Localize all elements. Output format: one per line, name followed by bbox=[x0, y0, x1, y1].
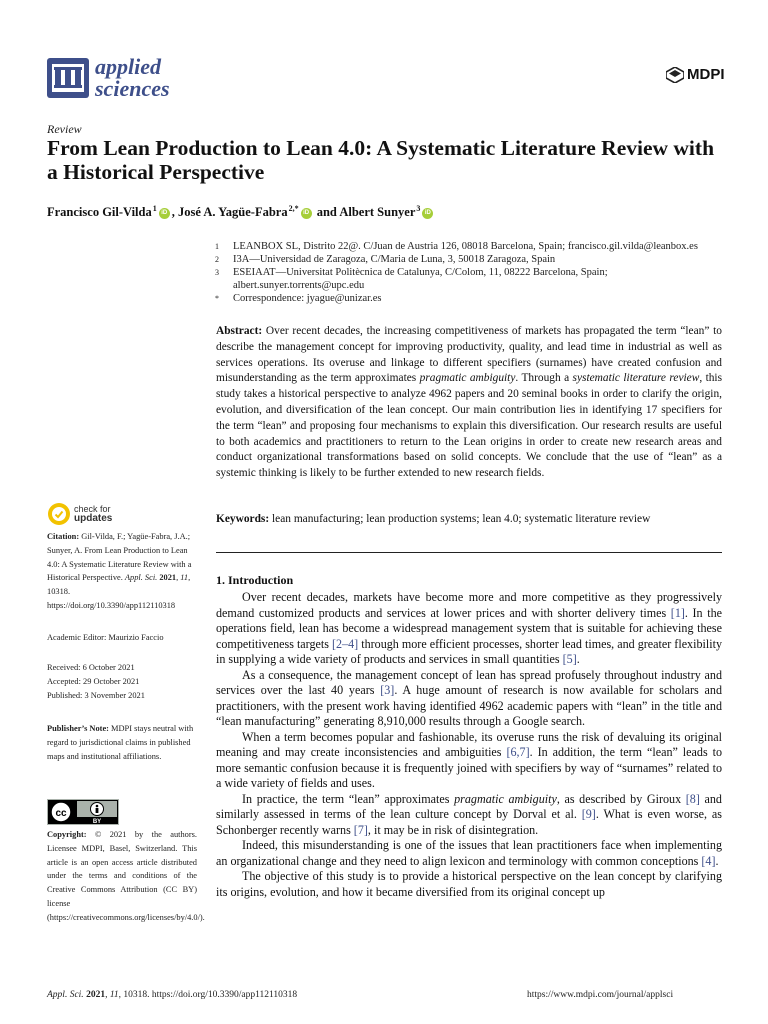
citation-sep: , bbox=[176, 573, 181, 583]
svg-text:cc: cc bbox=[55, 808, 67, 819]
orcid-icon[interactable]: iD bbox=[422, 208, 433, 219]
academic-editor: Academic Editor: Maurizio Faccio bbox=[47, 633, 164, 642]
text-run: In practice, the term “lean” approximates bbox=[242, 791, 455, 806]
abstract-text: . Through a bbox=[515, 372, 573, 385]
divider bbox=[216, 552, 722, 553]
copyright-notice bbox=[47, 828, 205, 925]
text-run: . bbox=[576, 652, 580, 666]
abstract-label: Abstract: bbox=[216, 325, 263, 337]
citation-link[interactable]: [5] bbox=[562, 652, 577, 666]
footer-year: 2021 bbox=[83, 990, 106, 1000]
orcid-icon[interactable]: iD bbox=[301, 208, 312, 219]
citation-link[interactable]: [9] bbox=[581, 807, 596, 821]
text-run: When a term becomes popular and fashionable, its overuse runs the risk of devaluing its original meaning and may create inconsistencies and ambiguities bbox=[216, 729, 722, 759]
author-name[interactable]: José A. Yagüe-Fabra bbox=[178, 205, 288, 220]
citation-link[interactable]: [3] bbox=[380, 683, 395, 697]
author-name[interactable]: Francisco Gil-Vilda bbox=[47, 205, 152, 220]
publication-dates bbox=[47, 661, 197, 702]
text-run: Indeed, this misunderstanding is one of the issues that lean practitioners face when implementing an organizational change and they need to align lexicon and terminology with common conceptions bbox=[216, 838, 722, 868]
text-run: Over recent decades, markets have become more and more competitive as they progressively demand customized products and services at lower prices and with shorter delivery times bbox=[216, 590, 722, 620]
citation-link[interactable]: [2–4] bbox=[331, 636, 359, 651]
footer-sep: , bbox=[105, 990, 110, 1000]
affiliations bbox=[215, 240, 735, 305]
paragraph bbox=[216, 792, 722, 839]
body-text bbox=[216, 590, 722, 900]
citation-label: Citation: bbox=[47, 532, 80, 541]
article-type: Review bbox=[47, 122, 82, 136]
text-run: , as described by Giroux bbox=[556, 791, 686, 806]
journal-name-line1: applied bbox=[95, 54, 161, 79]
check-updates-label bbox=[74, 505, 112, 523]
publisher-note-text: MDPI stays neutral with regard to jurisdictional claims in published maps and institutional affiliations. bbox=[47, 724, 194, 761]
citation-text: Gil-Vilda, F.; Yagüe-Fabra, J.A.; Sunyer, A. From Lean Production to Lean 4.0: A Systematic Literature Review with a Historical Perspective. bbox=[47, 532, 192, 583]
abstract bbox=[216, 324, 722, 482]
affiliation-row bbox=[215, 266, 735, 292]
orcid-icon[interactable]: iD bbox=[159, 208, 170, 219]
abstract-text: Over recent decades, the increasing competitiveness of markets has propagated the term “lean” to describe the management concept for improving productivity, quality, and lead time in industrial as well as services operations. Its overuse and linkage to different specifiers (surnames) have created confusion and misunderstanding as the term approximates bbox=[216, 325, 722, 385]
footer-journal: Appl. Sci. bbox=[47, 990, 84, 1000]
citation-journal: Appl. Sci. bbox=[124, 573, 158, 583]
author-name[interactable]: Albert Sunyer bbox=[339, 205, 416, 220]
check-updates-line1: check for bbox=[74, 504, 111, 514]
citation-link[interactable]: [7] bbox=[353, 822, 368, 837]
copyright-text: © 2021 by the authors. Licensee MDPI, Basel, Switzerland. This article is an open access article distributed under the terms and conditions of the Creative Commons Attribution (CC BY) license (https://creativecommons.org/licenses/by/4.0/). bbox=[47, 830, 205, 922]
footer-doi[interactable]: , 10318. https://doi.org/10.3390/app112110318 bbox=[118, 990, 298, 1000]
check-updates-line2: updates bbox=[74, 513, 113, 524]
author-affiliation-mark: 1 bbox=[152, 204, 157, 213]
citation-block bbox=[47, 530, 197, 613]
affiliation-row bbox=[215, 253, 735, 266]
citation-doi[interactable]: , 10318. https://doi.org/10.3390/app112110318 bbox=[47, 573, 191, 610]
citation-year: 2021 bbox=[157, 573, 177, 583]
abstract-text: , this study takes a historical perspective to analyze 4962 papers and 20 seminal books in order to clarify the origin, evolution, and diversification of the lean concept. Our main contribution lies in identifying 17 specifiers for the term “lean” and proposing four mechanisms to explain this diversification. Our research results are useful to both academics and practitioners to return to the Lean origins in order to create new research areas and conduct organizational transformations based on solid concepts. We conclude that the use of “lean” as a systemic thinking is likely to be further extended to new research fields. bbox=[216, 372, 723, 480]
footer-volume: 11 bbox=[109, 990, 119, 1000]
journal-name-line2: sciences bbox=[95, 76, 170, 101]
text-run: , it may be in risk of disintegration. bbox=[367, 822, 539, 837]
copyright-label: Copyright: bbox=[47, 830, 87, 839]
author-list: Francisco Gil-Vilda$^1$ iD , José A. Yagüe-Fabra$^{2,*}$ iD and Albert Sunyer$^3$ iD bbox=[47, 204, 435, 220]
publisher-note bbox=[47, 722, 197, 763]
text-run: . A huge amount of research is now available for scholars and practitioners, with the present work having identified 4962 academic papers with “lean” in the title and “lean manufacturing” generating 8,910,000 results through a Google search. bbox=[216, 683, 722, 728]
text-run: through more efficient processes, shorter lead times, and greater flexibility in supplying a wide variety of products and services in small quantities bbox=[216, 636, 722, 666]
journal-logo-icon bbox=[47, 58, 89, 98]
paragraph bbox=[216, 668, 722, 730]
paragraph bbox=[216, 730, 722, 792]
author-affiliation-mark: 3 bbox=[416, 204, 421, 213]
published-date: Published: 3 November 2021 bbox=[47, 690, 145, 700]
text-run: and similarly assessed in terms of the lean culture concept by Dorval et al. bbox=[216, 791, 722, 821]
publisher-logo[interactable] bbox=[666, 66, 725, 83]
keywords bbox=[216, 513, 722, 525]
publisher-name: MDPI bbox=[687, 66, 725, 83]
article-title: From Lean Production to Lean 4.0: A Systematic Literature Review with a Historical Perspective bbox=[47, 136, 715, 184]
text-run: As a consequence, the management concept of lean has spread profusely throughout industry and services over the last 40 years bbox=[216, 667, 722, 697]
check-updates-icon bbox=[47, 502, 71, 526]
abstract-emphasis: pragmatic ambiguity bbox=[419, 372, 516, 385]
cc-badge-label: BY bbox=[92, 819, 102, 825]
affiliation-mark: * bbox=[215, 294, 219, 303]
paragraph bbox=[216, 590, 722, 668]
accepted-date: Accepted: 29 October 2021 bbox=[47, 676, 140, 686]
author-affiliation-mark: 2,* bbox=[288, 204, 299, 213]
affiliation-text: ESEIAAT—Universitat Politècnica de Catalunya, C/Colom, 11, 08222 Barcelona, Spain; albert.sunyer.torrents@upc.edu bbox=[233, 267, 608, 291]
correspondence-text: Correspondence: jyague@unizar.es bbox=[233, 293, 382, 304]
citation-link[interactable]: [4] bbox=[701, 853, 716, 868]
citation-link[interactable]: [8] bbox=[685, 791, 700, 806]
footer-journal-url[interactable]: https://www.mdpi.com/journal/applsci bbox=[527, 990, 674, 1000]
affiliation-text: LEANBOX SL, Distrito 22@. C/Juan de Austria 126, 08018 Barcelona, Spain; francisco.gil.vilda@leanbox.es bbox=[233, 241, 698, 252]
journal-name bbox=[95, 56, 170, 100]
keywords-label: Keywords: bbox=[216, 513, 270, 525]
section-heading: 1. Introduction bbox=[216, 573, 294, 587]
mdpi-logo-icon bbox=[666, 67, 684, 83]
text-run: . What is even worse, as Schonberger recently warns bbox=[216, 807, 722, 837]
check-for-updates-button[interactable] bbox=[47, 502, 112, 526]
affiliation-mark: 2 bbox=[215, 255, 219, 264]
citation-link[interactable]: [6,7] bbox=[506, 745, 530, 759]
text-run: . bbox=[715, 853, 719, 868]
affiliation-row bbox=[215, 240, 735, 253]
affiliation-mark: 3 bbox=[215, 268, 219, 277]
paragraph: The objective of this study is to provide a historical perspective on the lean concept by clarifying its origins, evolution, and how it became diversified from its original concept up bbox=[216, 869, 722, 899]
paragraph bbox=[216, 838, 722, 869]
affiliation-text: I3A—Universidad de Zaragoza, C/Maria de Luna, 3, 50018 Zaragoza, Spain bbox=[233, 254, 556, 265]
text-run: . In the operations field, lean has become a widespread management system that is suitable for achieving these competitiveness targets bbox=[216, 605, 722, 651]
journal-logo[interactable] bbox=[47, 56, 170, 100]
citation-volume: 11 bbox=[180, 573, 189, 583]
keywords-text: lean manufacturing; lean production systems; lean 4.0; systematic literature review bbox=[269, 513, 651, 525]
abstract-emphasis: systematic literature review bbox=[572, 372, 700, 385]
citation-link[interactable]: [1] bbox=[670, 605, 685, 620]
cc-by-license-badge[interactable] bbox=[47, 799, 119, 825]
text-emphasis: pragmatic ambiguity bbox=[454, 791, 557, 806]
footer-citation bbox=[47, 990, 297, 1000]
text-run: . In addition, the term “lean” leads to more semantic confusion because it is frequently joined with specifiers by way of “surnames” related to a wide variety of fields and uses. bbox=[216, 745, 722, 790]
affiliation-row bbox=[215, 292, 735, 305]
publisher-note-label: Publisher’s Note: bbox=[47, 724, 109, 733]
affiliation-mark: 1 bbox=[215, 242, 219, 251]
received-date: Received: 6 October 2021 bbox=[47, 663, 135, 672]
